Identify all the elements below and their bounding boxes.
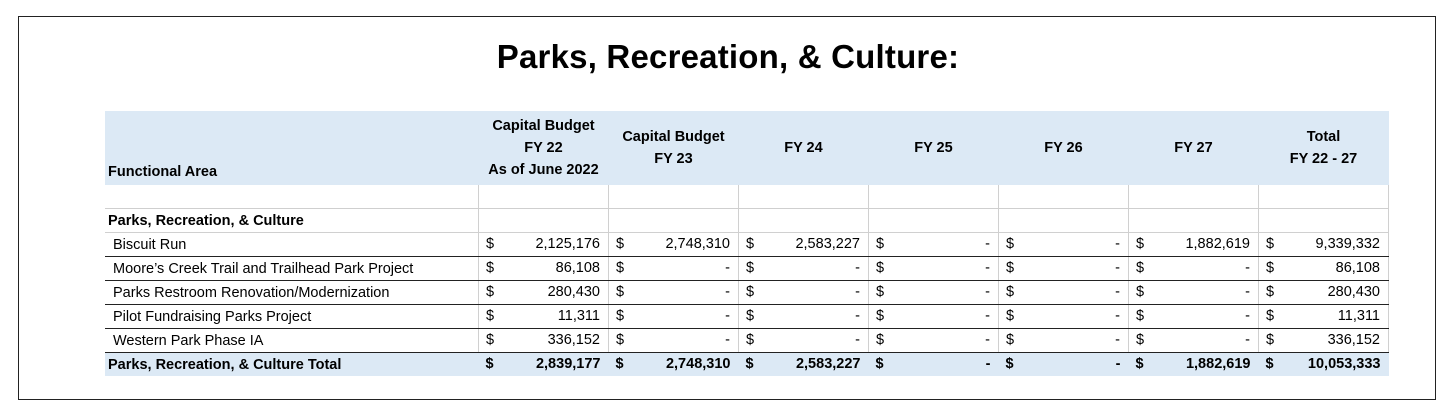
amount-cell bbox=[868, 233, 998, 257]
amount-value: - bbox=[1245, 260, 1250, 276]
amount-cell bbox=[738, 353, 868, 377]
currency-symbol: $ bbox=[745, 356, 754, 372]
amount-cell bbox=[1258, 329, 1388, 353]
amount-cell bbox=[1128, 281, 1258, 305]
row-western-park bbox=[105, 329, 1389, 353]
header-fy23-line: FY 23 bbox=[654, 151, 693, 167]
amount-cell bbox=[738, 257, 868, 281]
currency-symbol: $ bbox=[615, 356, 624, 372]
amount-value: 11,311 bbox=[1337, 308, 1380, 324]
amount-cell bbox=[1258, 305, 1388, 329]
currency-symbol: $ bbox=[745, 260, 755, 276]
amount-value: - bbox=[855, 308, 860, 324]
amount-cell bbox=[998, 257, 1128, 281]
amount-cell bbox=[608, 353, 738, 377]
amount-cell bbox=[478, 305, 608, 329]
currency-symbol: $ bbox=[1265, 332, 1275, 348]
header-total bbox=[1258, 111, 1388, 185]
amount-value: 280,430 bbox=[1327, 284, 1380, 300]
amount-cell bbox=[998, 353, 1128, 377]
amount-value: - bbox=[1245, 284, 1250, 300]
currency-symbol: $ bbox=[485, 260, 495, 276]
currency-symbol: $ bbox=[615, 308, 625, 324]
amount-value: 86,108 bbox=[555, 260, 600, 276]
table-body bbox=[105, 185, 1389, 376]
amount-value: 1,882,619 bbox=[1185, 356, 1251, 372]
currency-symbol: $ bbox=[485, 236, 495, 252]
header-fy22 bbox=[478, 111, 608, 185]
currency-symbol: $ bbox=[615, 284, 625, 300]
amount-cell bbox=[608, 305, 738, 329]
header-total-line: Total bbox=[1306, 129, 1341, 145]
amount-value: - bbox=[985, 356, 991, 372]
currency-symbol: $ bbox=[615, 332, 625, 348]
currency-symbol: $ bbox=[745, 332, 755, 348]
amount-cell bbox=[608, 281, 738, 305]
header-total-line: FY 22 - 27 bbox=[1289, 151, 1358, 167]
currency-symbol: $ bbox=[1265, 356, 1274, 372]
amount-cell bbox=[1258, 281, 1388, 305]
header-functional-area: Functional Area bbox=[105, 111, 478, 185]
amount-cell bbox=[1258, 353, 1388, 377]
amount-value: 1,882,619 bbox=[1185, 236, 1250, 252]
amount-value: - bbox=[985, 284, 990, 300]
amount-value: - bbox=[1115, 308, 1120, 324]
row-biscuit-run bbox=[105, 233, 1389, 257]
amount-value: - bbox=[1245, 332, 1250, 348]
amount-value: 2,125,176 bbox=[535, 236, 600, 252]
currency-symbol: $ bbox=[1005, 284, 1015, 300]
currency-symbol: $ bbox=[1265, 260, 1275, 276]
header-fy26 bbox=[998, 111, 1128, 185]
amount-cell bbox=[608, 329, 738, 353]
amount-cell bbox=[738, 329, 868, 353]
amount-cell bbox=[998, 329, 1128, 353]
currency-symbol: $ bbox=[1265, 236, 1275, 252]
amount-value: 2,748,310 bbox=[665, 356, 731, 372]
amount-value: 10,053,333 bbox=[1307, 356, 1381, 372]
currency-symbol: $ bbox=[745, 236, 755, 252]
amount-cell bbox=[1128, 257, 1258, 281]
amount-value: 11,311 bbox=[557, 308, 600, 324]
amount-value: 336,152 bbox=[547, 332, 600, 348]
amount-value: - bbox=[725, 284, 730, 300]
amount-value: - bbox=[1115, 260, 1120, 276]
currency-symbol: $ bbox=[875, 332, 885, 348]
total-row bbox=[105, 353, 1389, 377]
currency-symbol: $ bbox=[875, 356, 884, 372]
amount-cell bbox=[998, 305, 1128, 329]
amount-value: - bbox=[725, 308, 730, 324]
amount-cell bbox=[1128, 233, 1258, 257]
amount-cell bbox=[868, 305, 998, 329]
amount-value: 336,152 bbox=[1327, 332, 1380, 348]
amount-value: 86,108 bbox=[1335, 260, 1380, 276]
currency-symbol: $ bbox=[1005, 332, 1015, 348]
currency-symbol: $ bbox=[745, 284, 755, 300]
currency-symbol: $ bbox=[1005, 356, 1014, 372]
row-pilot-fundraising bbox=[105, 305, 1389, 329]
amount-value: - bbox=[725, 260, 730, 276]
amount-value: 2,839,177 bbox=[535, 356, 601, 372]
currency-symbol: $ bbox=[1135, 236, 1145, 252]
header-fy25-line: FY 25 bbox=[914, 140, 953, 156]
amount-value: - bbox=[855, 332, 860, 348]
amount-cell bbox=[868, 353, 998, 377]
section-label: Parks, Recreation, & Culture bbox=[105, 209, 478, 233]
amount-value: 2,583,227 bbox=[795, 236, 860, 252]
amount-cell bbox=[608, 257, 738, 281]
currency-symbol: $ bbox=[485, 284, 495, 300]
amount-value: - bbox=[855, 284, 860, 300]
amount-cell bbox=[738, 281, 868, 305]
amount-value: - bbox=[1115, 356, 1121, 372]
currency-symbol: $ bbox=[745, 308, 755, 324]
amount-cell bbox=[868, 329, 998, 353]
row-restroom-renovation bbox=[105, 281, 1389, 305]
currency-symbol: $ bbox=[1135, 308, 1145, 324]
amount-value: - bbox=[725, 332, 730, 348]
row-label: Western Park Phase IA bbox=[105, 329, 478, 353]
amount-value: 9,339,332 bbox=[1315, 236, 1380, 252]
amount-cell bbox=[1128, 305, 1258, 329]
amount-cell bbox=[1258, 257, 1388, 281]
amount-cell bbox=[738, 305, 868, 329]
header-fy24-line: FY 24 bbox=[784, 140, 823, 156]
amount-cell bbox=[998, 281, 1128, 305]
row-label: Parks Restroom Renovation/Modernization bbox=[105, 281, 478, 305]
row-label: Moore’s Creek Trail and Trailhead Park Project bbox=[105, 257, 478, 281]
amount-value: - bbox=[985, 308, 990, 324]
currency-symbol: $ bbox=[875, 284, 885, 300]
table-header bbox=[105, 111, 1389, 185]
header-fy26-line: FY 26 bbox=[1044, 140, 1083, 156]
budget-table bbox=[105, 111, 1389, 376]
currency-symbol: $ bbox=[875, 260, 885, 276]
header-fy22-line: As of June 2022 bbox=[488, 162, 599, 178]
amount-value: - bbox=[1115, 332, 1120, 348]
amount-cell bbox=[868, 281, 998, 305]
amount-cell bbox=[1258, 233, 1388, 257]
amount-value: 280,430 bbox=[547, 284, 600, 300]
header-fy25 bbox=[868, 111, 998, 185]
header-fy22-line: FY 22 bbox=[524, 140, 563, 156]
currency-symbol: $ bbox=[1005, 236, 1015, 252]
header-fy22-line: Capital Budget bbox=[492, 118, 595, 134]
currency-symbol: $ bbox=[1135, 260, 1145, 276]
row-label: Pilot Fundraising Parks Project bbox=[105, 305, 478, 329]
currency-symbol: $ bbox=[485, 356, 494, 372]
amount-value: - bbox=[985, 260, 990, 276]
amount-value: 2,748,310 bbox=[665, 236, 730, 252]
amount-cell bbox=[998, 233, 1128, 257]
amount-cell bbox=[478, 257, 608, 281]
header-fy27-line: FY 27 bbox=[1174, 140, 1213, 156]
amount-cell bbox=[478, 353, 608, 377]
spacer-row bbox=[105, 185, 1389, 209]
amount-value: - bbox=[855, 260, 860, 276]
amount-value: - bbox=[1115, 284, 1120, 300]
amount-value: - bbox=[985, 332, 990, 348]
currency-symbol: $ bbox=[1265, 308, 1275, 324]
currency-symbol: $ bbox=[1135, 356, 1144, 372]
currency-symbol: $ bbox=[1005, 308, 1015, 324]
amount-cell bbox=[608, 233, 738, 257]
currency-symbol: $ bbox=[485, 332, 495, 348]
currency-symbol: $ bbox=[615, 236, 625, 252]
currency-symbol: $ bbox=[485, 308, 495, 324]
currency-symbol: $ bbox=[1265, 284, 1275, 300]
amount-cell bbox=[738, 233, 868, 257]
header-fy24 bbox=[738, 111, 868, 185]
amount-cell bbox=[478, 281, 608, 305]
amount-cell bbox=[478, 233, 608, 257]
header-fy27 bbox=[1128, 111, 1258, 185]
amount-cell bbox=[1128, 329, 1258, 353]
amount-value: - bbox=[985, 236, 990, 252]
amount-cell bbox=[868, 257, 998, 281]
currency-symbol: $ bbox=[1135, 332, 1145, 348]
header-fy23 bbox=[608, 111, 738, 185]
header-fy23-line: Capital Budget bbox=[622, 129, 725, 145]
row-label: Parks, Recreation, & Culture Total bbox=[105, 353, 478, 377]
currency-symbol: $ bbox=[1135, 284, 1145, 300]
amount-value: 2,583,227 bbox=[795, 356, 861, 372]
currency-symbol: $ bbox=[615, 260, 625, 276]
currency-symbol: $ bbox=[875, 236, 885, 252]
amount-value: - bbox=[1245, 308, 1250, 324]
row-label: Biscuit Run bbox=[105, 233, 478, 257]
row-moores-creek bbox=[105, 257, 1389, 281]
amount-cell bbox=[1128, 353, 1258, 377]
amount-cell bbox=[478, 329, 608, 353]
section-row bbox=[105, 209, 1389, 233]
currency-symbol: $ bbox=[1005, 260, 1015, 276]
currency-symbol: $ bbox=[875, 308, 885, 324]
amount-value: - bbox=[1115, 236, 1120, 252]
page-title: Parks, Recreation, & Culture: bbox=[496, 38, 960, 75]
